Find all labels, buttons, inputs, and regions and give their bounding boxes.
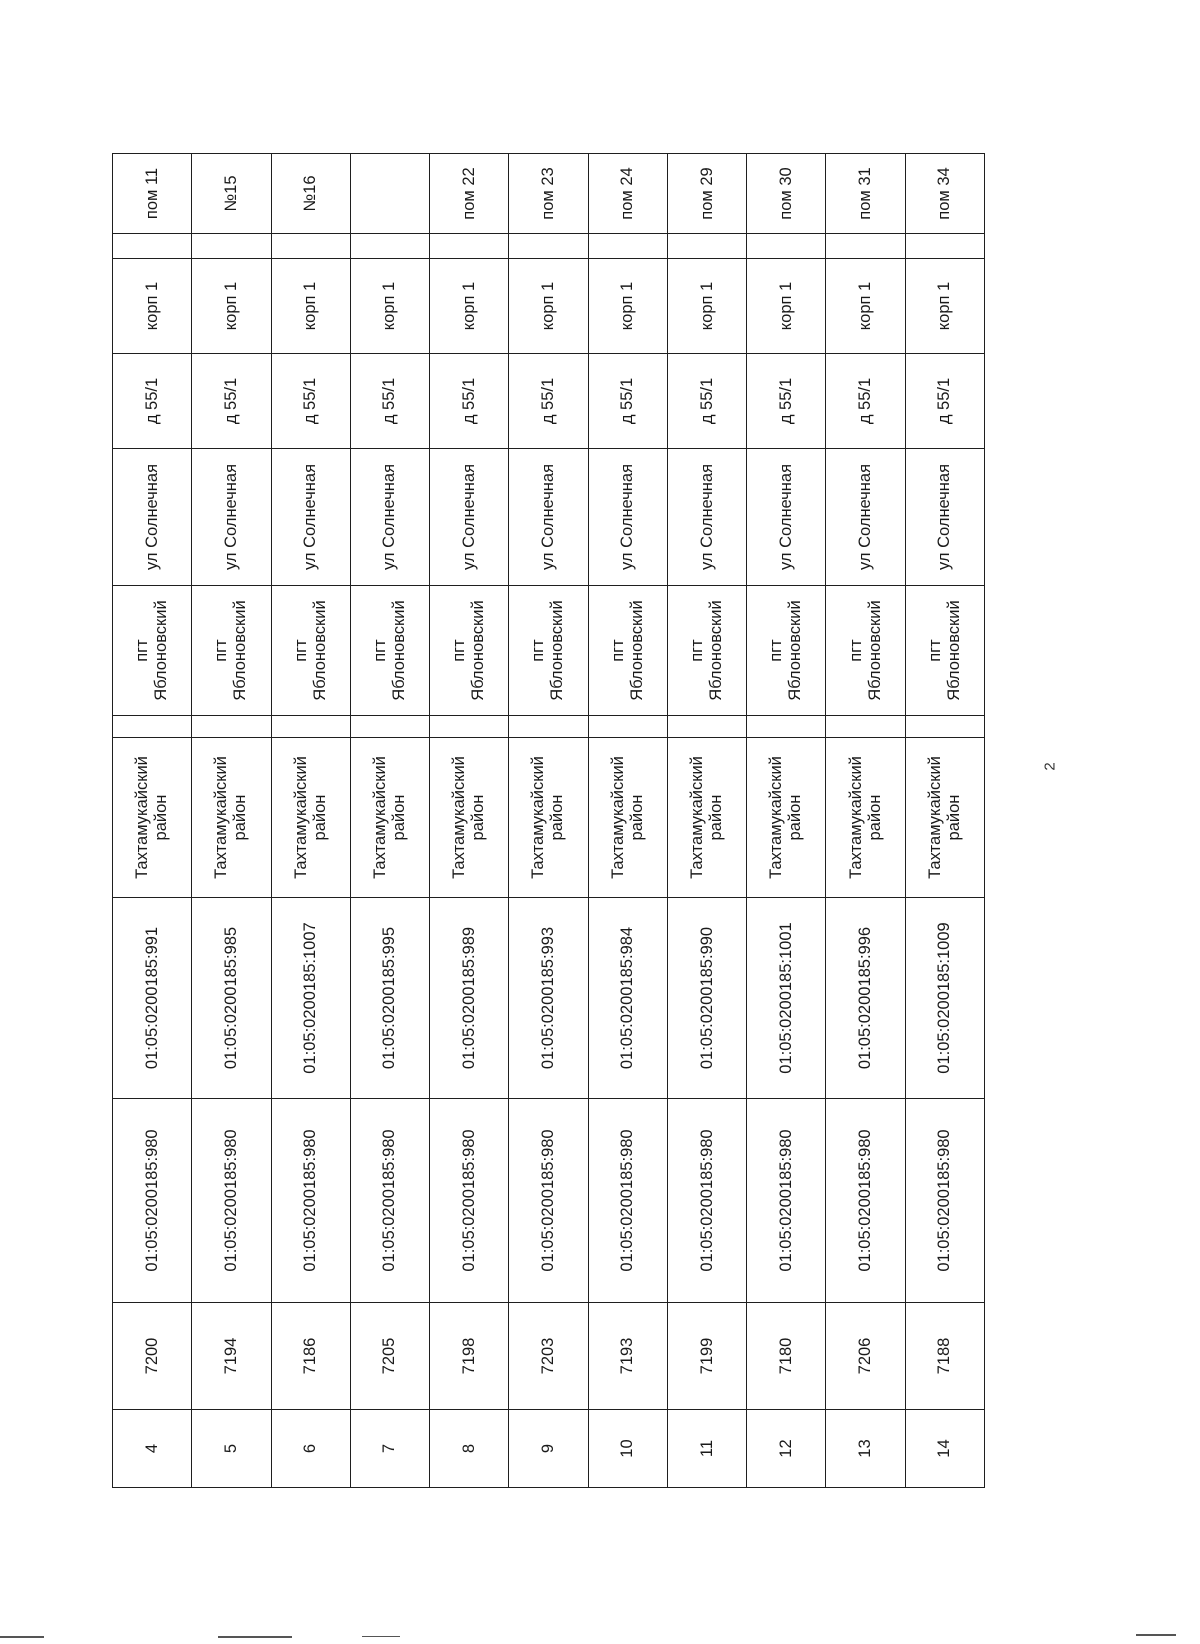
parent-cadastral-number: 01:05:0200185:980 [747,1099,826,1303]
house-cell: д 55/1 [509,354,588,449]
street-cell: ул Солнечная [192,449,271,586]
table-body [113,154,985,1488]
empty-cell [192,234,271,259]
settlement-cell: пгт Яблоновский [588,586,667,716]
table-row [667,154,746,1488]
building-cell: корп 1 [905,259,984,354]
building-cell: корп 1 [509,259,588,354]
empty-cell [747,716,826,738]
empty-cell [113,234,192,259]
table-row [747,154,826,1488]
building-cell: корп 1 [113,259,192,354]
unit-cell [350,154,429,234]
house-cell: д 55/1 [826,354,905,449]
district-cell: Тахтамукайский район [113,738,192,898]
object-code: 7199 [667,1303,746,1410]
table-row [509,154,588,1488]
empty-cell [350,234,429,259]
empty-cell [588,716,667,738]
empty-cell [430,234,509,259]
house-cell: д 55/1 [588,354,667,449]
scan-mark [0,1636,44,1638]
object-code: 7180 [747,1303,826,1410]
parent-cadastral-number: 01:05:0200185:980 [113,1099,192,1303]
parent-cadastral-number: 01:05:0200185:980 [905,1099,984,1303]
cadastral-number: 01:05:0200185:996 [826,898,905,1099]
scan-mark [218,1636,292,1638]
scan-mark [362,1636,400,1637]
district-cell: Тахтамукайский район [826,738,905,898]
unit-cell: пом 34 [905,154,984,234]
district-cell: Тахтамукайский район [667,738,746,898]
settlement-cell: пгт Яблоновский [350,586,429,716]
house-cell: д 55/1 [192,354,271,449]
empty-cell [509,716,588,738]
parent-cadastral-number: 01:05:0200185:980 [192,1099,271,1303]
object-code: 7188 [905,1303,984,1410]
settlement-cell: пгт Яблоновский [113,586,192,716]
district-cell: Тахтамукайский район [509,738,588,898]
house-cell: д 55/1 [430,354,509,449]
district-cell: Тахтамукайский район [350,738,429,898]
object-code: 7194 [192,1303,271,1410]
building-cell: корп 1 [826,259,905,354]
street-cell: ул Солнечная [509,449,588,586]
empty-cell [113,716,192,738]
row-number: 11 [667,1410,746,1488]
house-cell: д 55/1 [113,354,192,449]
row-number: 9 [509,1410,588,1488]
scan-mark [1136,1634,1176,1636]
property-table [112,153,985,1488]
settlement-cell: пгт Яблоновский [826,586,905,716]
object-code: 7205 [350,1303,429,1410]
empty-cell [667,716,746,738]
cadastral-number: 01:05:0200185:985 [192,898,271,1099]
unit-cell: пом 22 [430,154,509,234]
row-number: 6 [271,1410,350,1488]
house-cell: д 55/1 [905,354,984,449]
empty-cell [271,234,350,259]
building-cell: корп 1 [747,259,826,354]
street-cell: ул Солнечная [747,449,826,586]
table-row [192,154,271,1488]
row-number: 5 [192,1410,271,1488]
district-cell: Тахтамукайский район [747,738,826,898]
empty-cell [905,716,984,738]
settlement-cell: пгт Яблоновский [667,586,746,716]
empty-cell [905,234,984,259]
row-number: 14 [905,1410,984,1488]
settlement-cell: пгт Яблоновский [271,586,350,716]
rotated-table-wrapper [112,154,985,1488]
empty-cell [350,716,429,738]
building-cell: корп 1 [667,259,746,354]
unit-cell: пом 11 [113,154,192,234]
cadastral-number: 01:05:0200185:991 [113,898,192,1099]
cadastral-number: 01:05:0200185:993 [509,898,588,1099]
empty-cell [826,234,905,259]
building-cell: корп 1 [192,259,271,354]
building-cell: корп 1 [430,259,509,354]
house-cell: д 55/1 [747,354,826,449]
settlement-cell: пгт Яблоновский [747,586,826,716]
table-row [905,154,984,1488]
cadastral-number: 01:05:0200185:1007 [271,898,350,1099]
object-code: 7206 [826,1303,905,1410]
parent-cadastral-number: 01:05:0200185:980 [826,1099,905,1303]
cadastral-number: 01:05:0200185:1001 [747,898,826,1099]
empty-cell [192,716,271,738]
empty-cell [667,234,746,259]
parent-cadastral-number: 01:05:0200185:980 [509,1099,588,1303]
object-code: 7200 [113,1303,192,1410]
settlement-cell: пгт Яблоновский [192,586,271,716]
street-cell: ул Солнечная [271,449,350,586]
house-cell: д 55/1 [667,354,746,449]
street-cell: ул Солнечная [350,449,429,586]
street-cell: ул Солнечная [667,449,746,586]
table-row [113,154,192,1488]
street-cell: ул Солнечная [113,449,192,586]
settlement-cell: пгт Яблоновский [509,586,588,716]
table-row [350,154,429,1488]
district-cell: Тахтамукайский район [271,738,350,898]
row-number: 13 [826,1410,905,1488]
object-code: 7186 [271,1303,350,1410]
street-cell: ул Солнечная [430,449,509,586]
unit-cell: пом 24 [588,154,667,234]
district-cell: Тахтамукайский район [588,738,667,898]
page-number: 2 [1041,762,1059,771]
parent-cadastral-number: 01:05:0200185:980 [588,1099,667,1303]
unit-cell: пом 29 [667,154,746,234]
row-number: 4 [113,1410,192,1488]
district-cell: Тахтамукайский район [430,738,509,898]
settlement-cell: пгт Яблоновский [905,586,984,716]
cadastral-number: 01:05:0200185:990 [667,898,746,1099]
object-code: 7198 [430,1303,509,1410]
cadastral-number: 01:05:0200185:995 [350,898,429,1099]
unit-cell: №16 [271,154,350,234]
parent-cadastral-number: 01:05:0200185:980 [667,1099,746,1303]
cadastral-number: 01:05:0200185:1009 [905,898,984,1099]
row-number: 12 [747,1410,826,1488]
table-row [271,154,350,1488]
unit-cell: пом 31 [826,154,905,234]
parent-cadastral-number: 01:05:0200185:980 [271,1099,350,1303]
street-cell: ул Солнечная [588,449,667,586]
district-cell: Тахтамукайский район [905,738,984,898]
empty-cell [271,716,350,738]
house-cell: д 55/1 [271,354,350,449]
empty-cell [509,234,588,259]
row-number: 7 [350,1410,429,1488]
empty-cell [588,234,667,259]
unit-cell: №15 [192,154,271,234]
table-row [588,154,667,1488]
row-number: 8 [430,1410,509,1488]
table-row [826,154,905,1488]
table-row [430,154,509,1488]
object-code: 7193 [588,1303,667,1410]
building-cell: корп 1 [588,259,667,354]
settlement-cell: пгт Яблоновский [430,586,509,716]
row-number: 10 [588,1410,667,1488]
cadastral-number: 01:05:0200185:984 [588,898,667,1099]
empty-cell [430,716,509,738]
parent-cadastral-number: 01:05:0200185:980 [350,1099,429,1303]
unit-cell: пом 23 [509,154,588,234]
empty-cell [826,716,905,738]
house-cell: д 55/1 [350,354,429,449]
building-cell: корп 1 [350,259,429,354]
unit-cell: пом 30 [747,154,826,234]
empty-cell [747,234,826,259]
building-cell: корп 1 [271,259,350,354]
object-code: 7203 [509,1303,588,1410]
street-cell: ул Солнечная [905,449,984,586]
district-cell: Тахтамукайский район [192,738,271,898]
street-cell: ул Солнечная [826,449,905,586]
cadastral-number: 01:05:0200185:989 [430,898,509,1099]
parent-cadastral-number: 01:05:0200185:980 [430,1099,509,1303]
